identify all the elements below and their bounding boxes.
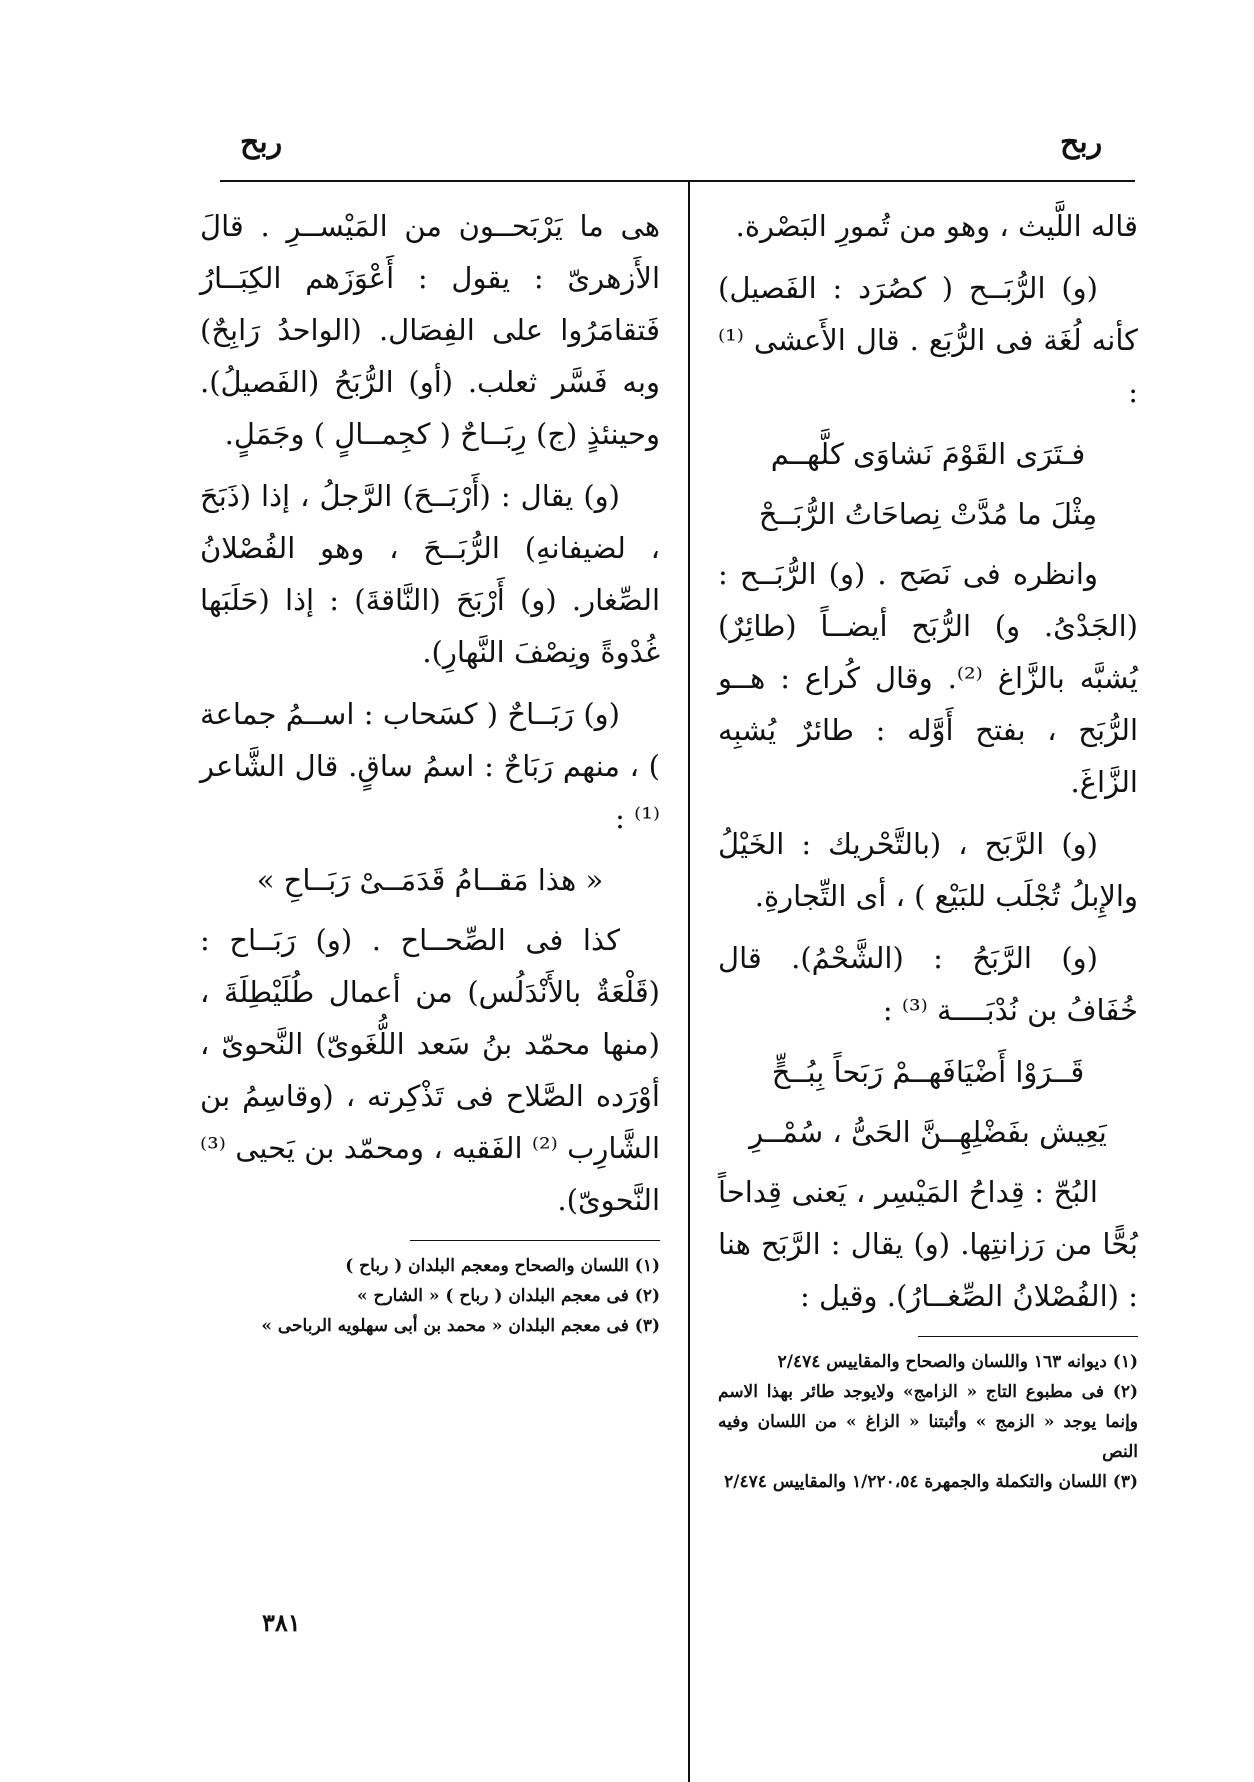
footnotes-right bbox=[718, 1347, 1138, 1497]
verse-line: مِثْلَ ما مُدَّتْ نِصاحَاتُ الرُّبَــحْ bbox=[758, 497, 1098, 531]
left-column bbox=[200, 200, 660, 1341]
paragraph: (و) رَبَــاحٌ ( كسَحاب : اســمُ جماعة ) ، منهم رَبَاحٌ : اسمُ ساقٍ. قال الشَّاعر ⁽¹⁾ : bbox=[200, 697, 660, 835]
paragraph: (و) الرَّبَحُ : (الشَّحْمُ). قال خُفَافُ بن نُدْبَــــة ⁽³⁾ : bbox=[718, 941, 1138, 1027]
footnote-rule bbox=[410, 1240, 660, 1241]
page-number: ٣٨١ bbox=[262, 1608, 301, 1637]
paragraph: (و) الرَّبَح ، (بالتَّحْريك : الخَيْلُ والإِبلُ تُجْلَب للبَيْع ) ، أى التِّجارةِ. bbox=[718, 827, 1138, 913]
header-rule bbox=[220, 180, 1135, 182]
right-column bbox=[718, 200, 1138, 1497]
paragraph: هى ما يَرْبَحــون من المَيْســرِ . قالَ الأَزهرىّ : يقول : أَعْوَزَهم الكِبَــارُ فَتقامَرُوا على الفِصَال. (الواحدُ رَابِحٌ) وبه فَسَّر ثعلب. (أو) الرُّبَحُ (الفَصيلُ). وحينئذٍ (ج) رِبَــاحٌ ( كجِمــالٍ ) وجَمَلٍ. bbox=[200, 209, 660, 451]
footnote: (١) ديوانه ١٦٣ واللسان والصحاح والمقاييس ٢/٤٧٤ bbox=[777, 1352, 1138, 1372]
header-word-right: ربح bbox=[1060, 125, 1103, 160]
verse-line: قَــرَوْا أَضْيَافَهــمْ رَبَحاً بِبُــحٍّ bbox=[771, 1055, 1085, 1089]
footnote: (٣) اللسان والتكملة والجمهرة ١/٢٢٠،٥٤ والمقاييس ٢/٤٧٤ bbox=[724, 1472, 1138, 1492]
footnote: (١) اللسان والصحاح ومعجم البلدان ( رباح ) bbox=[345, 1256, 660, 1276]
header-word-left: ربح bbox=[240, 125, 283, 160]
paragraph: قاله اللَّيث ، وهو من تُمورِ البَصْرة. bbox=[735, 209, 1138, 243]
footnote: (٢) فى مطبوع التاج « الزامج» ولايوجد طائر بهذا الاسم وإنما يوجد « الزمج » وأثبتنا « الزاغ » من اللسان وفيه النص bbox=[718, 1382, 1138, 1462]
paragraph: كذا فى الصِّحــاح . (و) رَبَــاح : (قَلْعَةٌ بالأَنْدَلُس) من أعمال طُلَيْطِلَةَ ، (منها محمّد بنُ سَعد اللُّغَوىّ) النَّحوىّ ، أوْرَده الصَّلاح فى تَذْكِرته ، (وقاسِمُ بن الشَّارِب ⁽²⁾ الفَقيه ، ومحمّد بن يَحيى ⁽³⁾ النَّحوىّ). bbox=[200, 923, 660, 1217]
paragraph: وانظره فى نَصَح . (و) الرُّبَــح : (الجَدْىُ. و) الرُّبَح أيضــاً (طائِرٌ) يُشبَّه بالزَّاغ ⁽²⁾. وقال كُراع : هــو الرُّبَح ، بفتح أَوَّله : طائرٌ يُشبِه الزَّاغَ. bbox=[718, 557, 1138, 799]
footnote-rule bbox=[918, 1336, 1138, 1337]
paragraph: (و) يقال : (أَرْبَــحَ) الرَّجلُ ، إذا (ذَبَحَ ، لضيفانهِ) الرُّبَــحَ ، وهو الفُصْلانُ الصِّغار. (و) أَرْبَحَ (النَّاقةَ) : إذا (حَلَبَها غُدْوةً ونِصْفَ النَّهارِ). bbox=[200, 479, 660, 669]
paragraph: (و) الرُّبَــح ( كصُرَد : الفَصيل) كأنه لُغَة فى الرُّبَع . قال الأَعشى ⁽¹⁾ : bbox=[718, 271, 1138, 409]
paragraph: البُحّ : قِداحُ المَيْسِر ، يَعنى قِداحاً بُحًّا من رَزانتِها. (و) يقال : الرَّبَح هنا : (الفُصْلانُ الصِّغــارُ). وقيل : bbox=[718, 1175, 1138, 1313]
footnotes-left bbox=[200, 1251, 660, 1341]
verse-line: يَعِيش بفَضْلِهِــنَّ الحَىُّ ، سُمْــرِ bbox=[749, 1115, 1107, 1149]
footnote: (٣) فى معجم البلدان « محمد بن أبى سهلويه الرباحى » bbox=[261, 1316, 660, 1336]
column-divider bbox=[688, 182, 690, 1782]
verse-line: « هذا مَقــامُ قَدَمَــىْ رَبَــاحِ » bbox=[256, 863, 604, 897]
footnote: (٢) فى معجم البلدان ( رباح ) « الشارح » bbox=[356, 1286, 660, 1306]
verse-line: فـتَرَى القَوْمَ نَشاوَى كلَّهــم bbox=[770, 437, 1086, 471]
